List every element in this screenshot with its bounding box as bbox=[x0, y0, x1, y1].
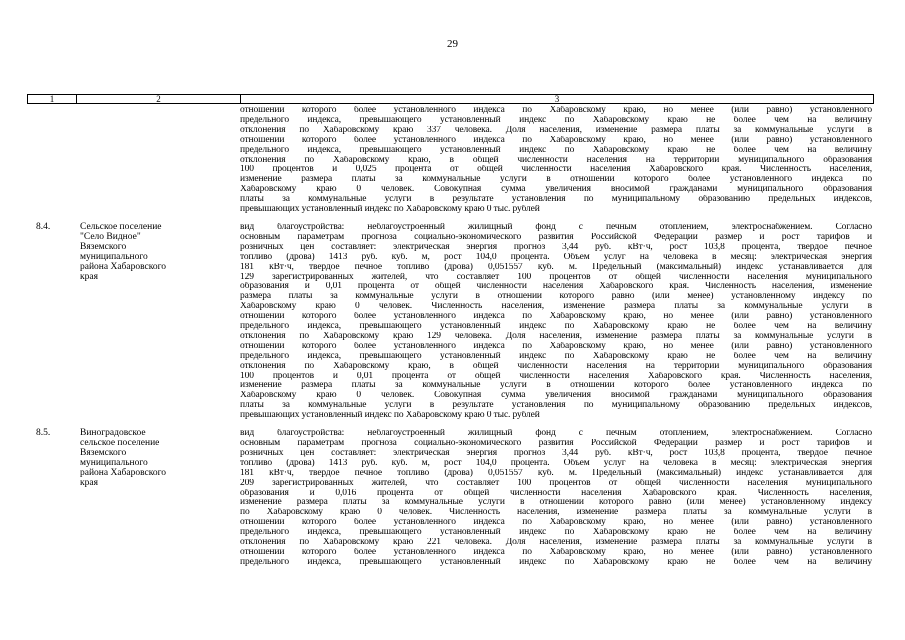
text-line: превышающих установленный индекс по Хабаровскому краю 0 тыс. рублей bbox=[240, 411, 540, 421]
name-line: Виноградовское bbox=[80, 428, 146, 439]
name-line: муниципального bbox=[80, 457, 148, 468]
text-line: отношении которого более установленного индекса по Хабаровскому краю, но менее (или равно) установленного bbox=[240, 312, 872, 322]
name-line: края bbox=[80, 271, 98, 282]
text-line: изменение размера платы за коммунальные услуги в отношении которого более установленного индекса по bbox=[240, 381, 872, 391]
name-line: сельское поселение bbox=[80, 438, 160, 448]
text-line: отклонения по Хабаровскому краю 221 человека. Доля населения, изменение размера платы за коммунальные услуги в bbox=[240, 538, 872, 548]
text-line: размера платы за коммунальные услуги в отношении которого равно (или менее) установленному индексу по bbox=[240, 292, 872, 302]
header-col-3: 3 bbox=[554, 94, 560, 104]
table-header bbox=[27, 94, 874, 104]
text-line: топливо (дрова) 1413 руб. куб. м, рост 104,0 процента. Объем услуг на человека в месяц: электрическая энергия bbox=[240, 458, 872, 468]
text-line: розничных цен составляет: электрическая энергия прогноз 3,44 руб. кВт·ч, рост 103,8 процента, твердое печное bbox=[240, 448, 872, 458]
text-line: предельного индекса, превышающего установленный индекс по Хабаровскому краю не более чем на величину bbox=[240, 322, 872, 332]
text-line: Хабаровскому краю 0 человек. Совокупная сумма увеличения вносимой гражданами муниципального образования bbox=[240, 391, 872, 401]
text-line: основным параметрам прогноза социально-экономического развития Российской Федерации размер и рост тарифов и bbox=[240, 439, 872, 448]
text-line: платы за коммунальные услуги в результате установления по муниципальному образованию предельных индексов, bbox=[240, 195, 872, 205]
text-line: 100 процентов и 0,01 процента от общей численности населения Хабаровского края. Численность населения, bbox=[240, 371, 872, 381]
text-line: предельного индекса, превышающего установленный индекс по Хабаровскому краю не более чем на величину bbox=[240, 115, 872, 125]
text-line: предельного индекса, превышающего установленный индекс по Хабаровскому краю не более чем на величину bbox=[240, 351, 872, 361]
entry-number: 8.4. bbox=[36, 221, 51, 232]
page-number: 29 bbox=[447, 38, 458, 50]
header-col-1: 1 bbox=[28, 95, 77, 103]
text-line: 181 кВт·ч, твердое печное топливо (дрова) 0,051557 куб. м. Предельный (максимальный) индекс устанавливается для bbox=[240, 468, 872, 478]
text-line: образования и 0,016 процента от общей численности населения Хабаровского края. Численность населения, bbox=[240, 488, 872, 498]
text-line: превышающих установленный индекс по Хабаровскому краю 0 тыс. рублей bbox=[240, 205, 540, 215]
table-row-continuation bbox=[27, 106, 874, 215]
text-line: предельного индекса, превышающего установленный индекс по Хабаровскому краю не более чем на величину bbox=[240, 145, 872, 155]
text-line: отношении которого более установленного индекса по Хабаровскому краю, но менее (или равно) установленного bbox=[240, 106, 872, 115]
name-line: Сельское поселение bbox=[80, 221, 162, 232]
text-line: изменение размера платы за коммунальные услуги в отношении которого равно (или менее) установленному индексу bbox=[240, 498, 872, 508]
text-line: отношении которого более установленного индекса по Хабаровскому краю, но менее (или равно) установленного bbox=[240, 518, 872, 528]
text-line: отношении которого более установленного индекса по Хабаровскому краю, но менее (или равно) установленного bbox=[240, 341, 872, 351]
table-body bbox=[27, 106, 874, 568]
text-line: вид благоустройства: неблагоустроенный жилищный фонд с печным отоплением, электроснабжением. Согласно bbox=[240, 429, 872, 439]
entry-number: 8.5. bbox=[36, 428, 51, 439]
entry-name bbox=[76, 429, 240, 568]
text-line: 181 кВт·ч, твердое печное топливо (дрова) 0,051557 куб. м. Предельный (максимальный) индекс устанавливается для bbox=[240, 262, 872, 272]
name-line: муниципального bbox=[80, 251, 148, 262]
text-line: отклонения по Хабаровскому краю 337 человека. Доля населения, изменение размера платы за коммунальные услуги в bbox=[240, 125, 872, 135]
name-line: "Село Видное" bbox=[80, 231, 141, 242]
text-line: розничных цен составляет: электрическая энергия прогноз 3,44 руб. кВт·ч, рост 103,8 процента, твердое печное bbox=[240, 242, 872, 252]
name-line: края bbox=[80, 477, 98, 488]
text-line: образования и 0,01 процента от общей численности населения Хабаровского края. Численность населения, изменение bbox=[240, 282, 872, 292]
text-line: вид благоустройства: неблагоустроенный жилищный фонд с печным отоплением, электроснабжением. Согласно bbox=[240, 222, 872, 232]
text-line: отклонения по Хабаровскому краю, в общей численности населения на территории муниципального образования bbox=[240, 155, 872, 165]
text-line: 209 зарегистрированных жителей, что составляет 100 процентов от общей численности населения муниципального bbox=[240, 478, 872, 488]
text-line: отклонения по Хабаровскому краю, в общей численности населения на территории муниципального образования bbox=[240, 361, 872, 371]
name-line: района Хабаровского bbox=[80, 467, 167, 478]
name-line: района Хабаровского bbox=[80, 261, 167, 272]
text-line: по Хабаровскому краю 0 человек. Численность населения, изменение размера платы за коммунальные услуги в bbox=[240, 508, 872, 518]
text-line: отношении которого более установленного индекса по Хабаровскому краю, но менее (или равно) установленного bbox=[240, 135, 872, 145]
text-line: отношении которого более установленного индекса по Хабаровскому краю, но менее (или равно) установленного bbox=[240, 547, 872, 557]
text-line: Хабаровскому краю 0 человек. Совокупная сумма увеличения вносимой гражданами муниципального образования bbox=[240, 185, 872, 195]
entry-name bbox=[76, 223, 240, 421]
header-col-2: 2 bbox=[77, 95, 241, 103]
text-line: отклонения по Хабаровскому краю 129 человека. Доля населения, изменение размера платы за коммунальные услуги в bbox=[240, 331, 872, 341]
text-line: изменение размера платы за коммунальные услуги в отношении которого более установленного индекса по bbox=[240, 175, 872, 185]
entry-description bbox=[240, 429, 874, 568]
entry-description bbox=[240, 223, 874, 421]
text-line: топливо (дрова) 1413 руб. куб. м, рост 104,0 процента. Объем услуг на человека в месяц: электрическая энергия bbox=[240, 252, 872, 262]
text-line: Хабаровскому краю 0 человек. Численность населения, изменение размера платы за коммунальные услуги в bbox=[240, 302, 872, 312]
text-line: 100 процентов и 0,025 процента от общей численности населения Хабаровского края. Численность населения, bbox=[240, 165, 872, 175]
table-row bbox=[27, 429, 874, 568]
entry-description bbox=[240, 106, 874, 215]
text-line: предельного индекса, превышающего установленный индекс по Хабаровскому краю не более чем на величину bbox=[240, 528, 872, 538]
name-line: Вяземского bbox=[80, 241, 127, 252]
text-line: предельного индекса, превышающего установленный индекс по Хабаровскому краю не более чем на величину bbox=[240, 557, 872, 567]
text-line: 129 зарегистрированных жителей, что составляет 100 процентов от общей численности населения муниципального bbox=[240, 272, 872, 282]
text-line: основным параметрам прогноза социально-экономического развития Российской Федерации размер и рост тарифов и bbox=[240, 232, 872, 242]
name-line: Вяземского bbox=[80, 447, 127, 458]
text-line: платы за коммунальные услуги в результате установления по муниципальному образованию предельных индексов, bbox=[240, 401, 872, 411]
table-row bbox=[27, 223, 874, 421]
